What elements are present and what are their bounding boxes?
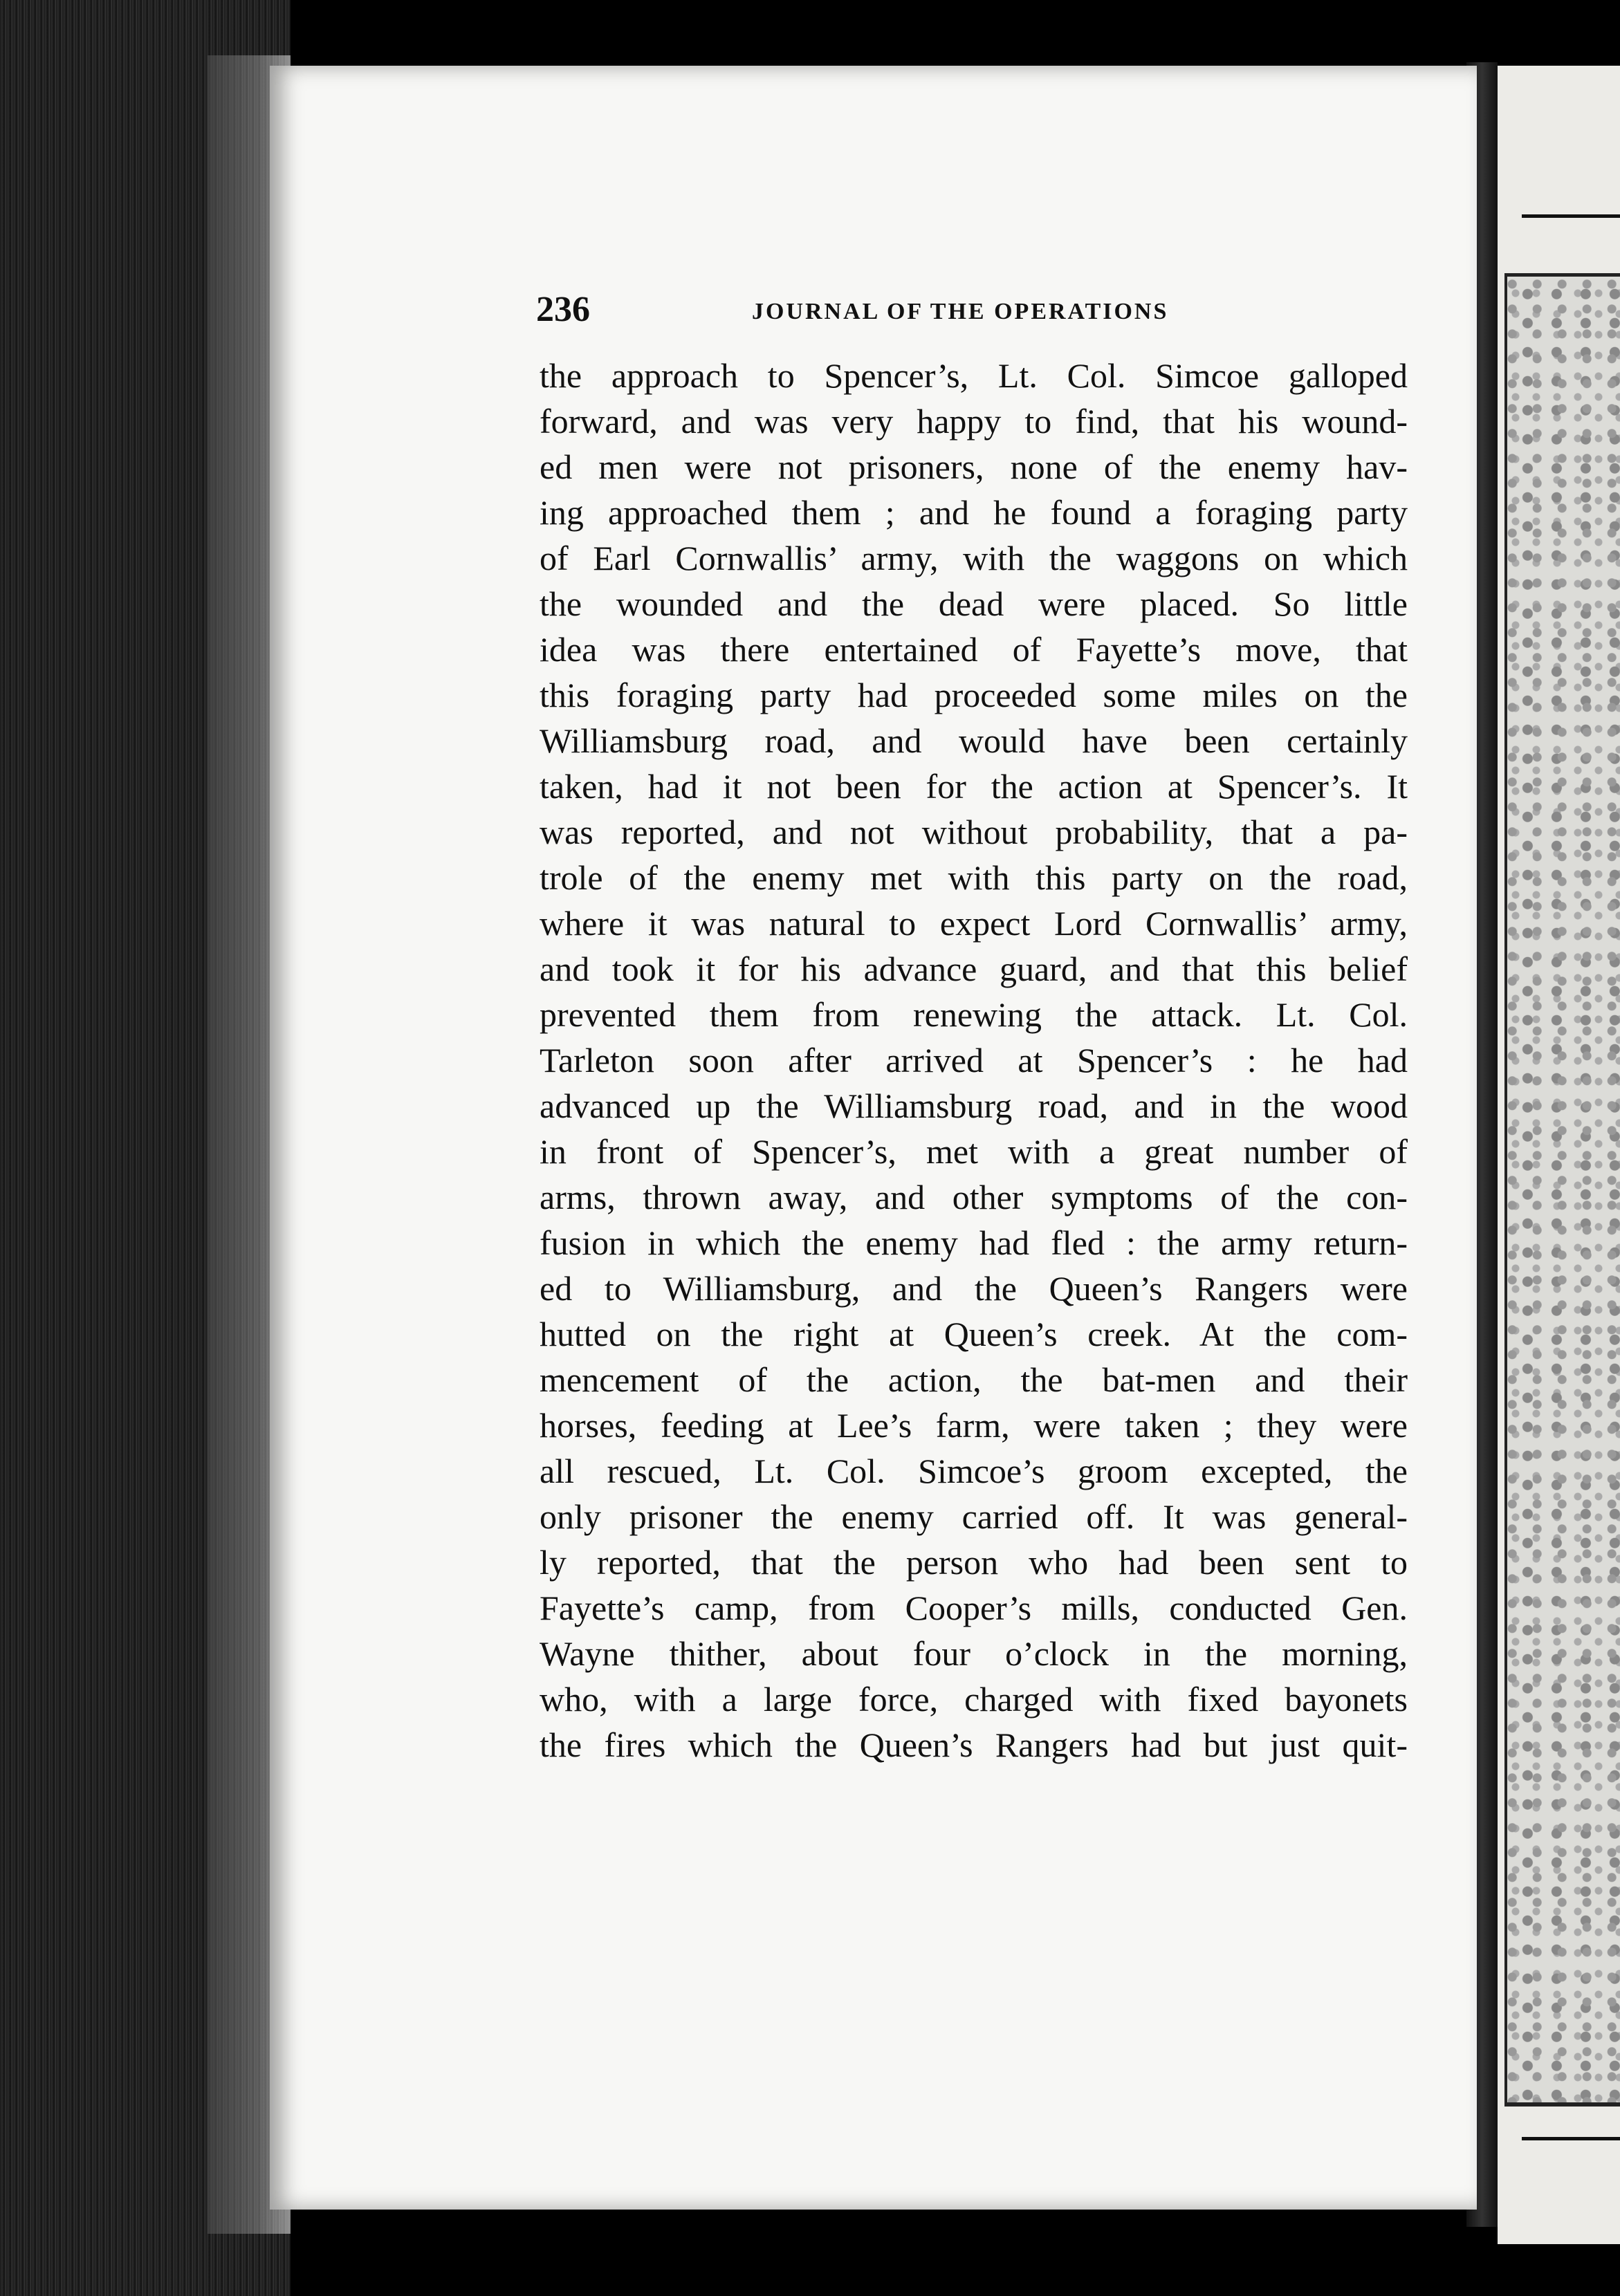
map-plate-fragment [1504, 273, 1620, 2107]
text-line: who, with a large force, charged with fixed bayonets [540, 1680, 1408, 1719]
text-line: only prisoner the enemy carried off. It was general- [540, 1497, 1408, 1536]
text-line: in front of Spencer’s, met with a great number of [540, 1132, 1408, 1171]
text-line: where it was natural to expect Lord Cornwallis’ army, [540, 904, 1408, 943]
text-line: hutted on the right at Queen’s creek. At the com- [540, 1315, 1408, 1353]
text-line: was reported, and not without probability, that a pa- [540, 813, 1408, 851]
text-line: ing approached them ; and he found a foraging party [540, 493, 1408, 532]
text-line: taken, had it not been for the action at Spencer’s. It [540, 767, 1408, 806]
text-line: fusion in which the enemy had fled : the army return- [540, 1223, 1408, 1262]
running-head: JOURNAL OF THE OPERATIONS [752, 299, 1169, 324]
text-line: and took it for his advance guard, and that this belief [540, 950, 1408, 988]
text-line: ed to Williamsburg, and the Queen’s Rangers were [540, 1269, 1408, 1308]
text-line: Fayette’s camp, from Cooper’s mills, conducted Gen. [540, 1589, 1408, 1627]
text-line: the wounded and the dead were placed. So little [540, 584, 1408, 623]
text-line: ly reported, that the person who had been sent to [540, 1543, 1408, 1582]
text-line: Wayne thither, about four o’clock in the morning, [540, 1634, 1408, 1673]
text-line: the fires which the Queen’s Rangers had but just quit- [540, 1725, 1408, 1764]
text-line: the approach to Spencer’s, Lt. Col. Simcoe galloped [540, 356, 1408, 395]
map-top-rule [1522, 214, 1620, 218]
text-line: of Earl Cornwallis’ army, with the waggons on which [540, 539, 1408, 577]
text-line: Williamsburg road, and would have been certainly [540, 721, 1408, 760]
text-line: this foraging party had proceeded some miles on the [540, 676, 1408, 714]
text-line: mencement of the action, the bat-men and their [540, 1360, 1408, 1399]
text-line: horses, feeding at Lee’s farm, were taken ; they were [540, 1406, 1408, 1445]
text-line: all rescued, Lt. Col. Simcoe’s groom excepted, the [540, 1452, 1408, 1490]
map-bottom-rule [1522, 2137, 1620, 2140]
text-line: forward, and was very happy to find, that his wound- [540, 402, 1408, 441]
text-line: trole of the enemy met with this party on the road, [540, 858, 1408, 897]
text-line: ed men were not prisoners, none of the enemy hav- [540, 447, 1408, 486]
page-header [536, 289, 1228, 331]
text-line: Tarleton soon after arrived at Spencer’s : he had [540, 1041, 1408, 1080]
body-text [540, 353, 1408, 1768]
text-line: arms, thrown away, and other symptoms of the con- [540, 1178, 1408, 1216]
text-line: prevented them from renewing the attack. Lt. Col. [540, 995, 1408, 1034]
text-line: advanced up the Williamsburg road, and in the wood [540, 1086, 1408, 1125]
text-line: idea was there entertained of Fayette’s move, that [540, 630, 1408, 669]
page-number: 236 [536, 290, 590, 329]
